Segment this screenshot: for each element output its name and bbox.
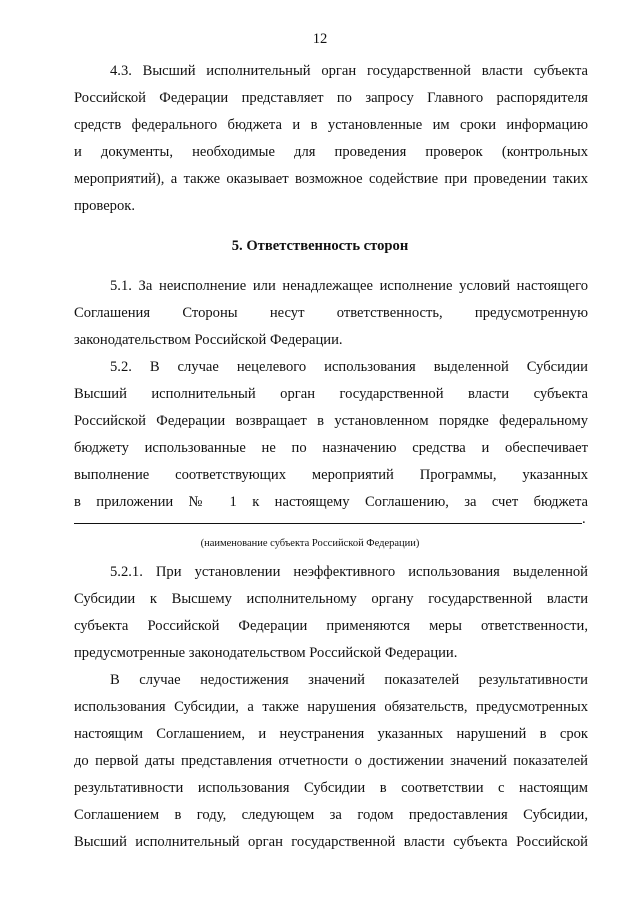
page-number: 12 bbox=[312, 31, 328, 47]
text-line: мероприятий), а также оказывает возможное содействие при проведении таких bbox=[74, 171, 588, 187]
text-line: 4.3. Высший исполнительный орган государственной власти субъекта bbox=[110, 63, 588, 79]
text-line: выполнение соответствующих мероприятий Программы, указанных bbox=[74, 467, 588, 483]
text-line: 5.2. В случае нецелевого использования выделенной Субсидии bbox=[110, 359, 588, 375]
text-line: законодательством Российской Федерации. bbox=[74, 332, 343, 348]
text-line: средств федерального бюджета и в установленные им сроки информацию bbox=[74, 117, 588, 133]
blank-field-line bbox=[74, 523, 582, 524]
text-line: Высший исполнительный орган государственной власти субъекта Российской bbox=[74, 834, 588, 850]
text-line: использования Субсидии, а также нарушения обязательств, предусмотренных bbox=[74, 699, 588, 715]
text-line: Российской Федерации возвращает в установленном порядке федеральному bbox=[74, 413, 588, 429]
text-line: Соглашения Стороны несут ответственность, предусмотренную bbox=[74, 305, 588, 321]
text-line: субъекта Российской Федерации применяются меры ответственности, bbox=[74, 618, 588, 634]
text-line: Соглашением в году, следующем за годом предоставления Субсидии, bbox=[74, 807, 588, 823]
text-line: и документы, необходимые для проведения проверок (контрольных bbox=[74, 144, 588, 160]
section-heading: 5. Ответственность сторон bbox=[231, 238, 409, 254]
blank-field-caption: (наименование субъекта Российской Федерации) bbox=[200, 538, 420, 549]
text-line: бюджету использованные не по назначению средства и обеспечивает bbox=[74, 440, 588, 456]
text-line: проверок. bbox=[74, 198, 136, 214]
text-line: Российской Федерации представляет по запросу Главного распорядителя bbox=[74, 90, 588, 106]
text-line: 5.2.1. При установлении неэффективного использования выделенной bbox=[110, 564, 588, 580]
text-line: до первой даты представления отчетности о достижении значений показателей bbox=[74, 753, 588, 769]
blank-field-end: . bbox=[582, 511, 586, 527]
text-line: предусмотренные законодательством Российской Федерации. bbox=[74, 645, 458, 661]
text-line: 5.1. За неисполнение или ненадлежащее исполнение условий настоящего bbox=[110, 278, 588, 294]
text-line: настоящим Соглашением, и неустранения указанных нарушений в срок bbox=[74, 726, 588, 742]
text-line: В случае недостижения значений показателей результативности bbox=[110, 672, 588, 688]
text-line: Субсидии к Высшему исполнительному органу государственной власти bbox=[74, 591, 588, 607]
text-line: в приложении № 1 к настоящему Соглашению, за счет бюджета bbox=[74, 494, 588, 510]
text-line: Высший исполнительный орган государственной власти субъекта bbox=[74, 386, 588, 402]
text-line: результативности использования Субсидии в соответствии с настоящим bbox=[74, 780, 588, 796]
